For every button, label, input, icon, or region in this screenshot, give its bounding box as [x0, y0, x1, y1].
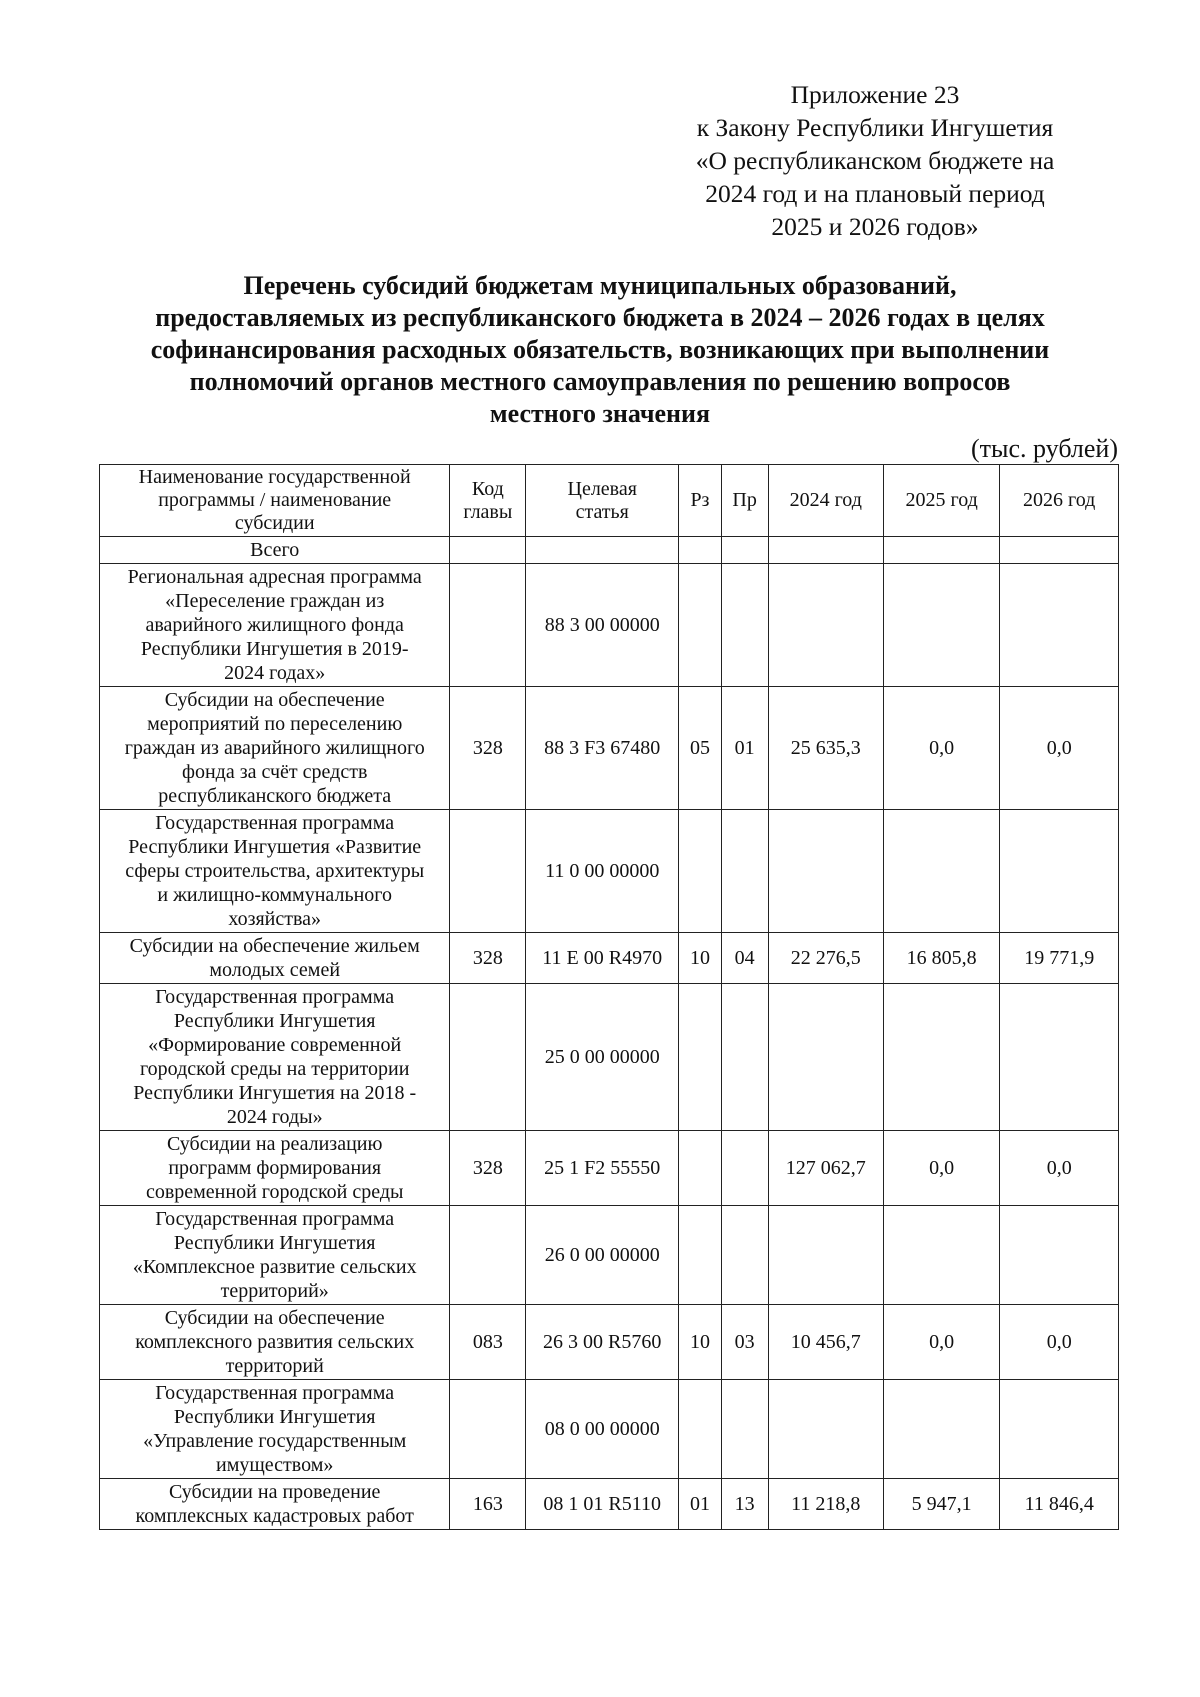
name-line: Республики Ингушетия в 2019- — [140, 638, 409, 660]
name-line: Субсидии на обеспечение — [164, 689, 385, 711]
amount-2025-cell: 16 805,8 — [883, 933, 999, 984]
header-name-line: программы / наименование — [158, 489, 392, 511]
subsidies-table — [99, 464, 1119, 1530]
name-cell — [100, 1380, 450, 1479]
appendix-line: 2025 и 2026 годов» — [771, 212, 979, 241]
pr-cell: 03 — [721, 1305, 768, 1380]
pr-cell — [721, 1131, 768, 1206]
name-line: городской среды на территории — [139, 1058, 410, 1080]
rz-cell — [679, 984, 722, 1131]
name-line: Республики Ингушетия на 2018 - — [133, 1082, 417, 1104]
article-cell — [526, 537, 679, 564]
name-line: Государственная программа — [155, 812, 395, 834]
name-cell — [100, 1305, 450, 1380]
appendix-line: Приложение 23 — [790, 80, 960, 109]
name-line: 2024 годы» — [226, 1106, 323, 1128]
name-line: Субсидии на обеспечение жильем — [129, 935, 420, 957]
name-line: Республики Ингушетия — [173, 1232, 376, 1254]
name-line: граждан из аварийного жилищного — [124, 737, 425, 759]
header-2024: 2024 год — [768, 465, 883, 537]
pr-cell — [721, 564, 768, 687]
name-line: территорий» — [220, 1280, 329, 1302]
name-cell — [100, 1131, 450, 1206]
name-cell — [100, 933, 450, 984]
pr-cell: 13 — [721, 1479, 768, 1530]
table-header-row — [100, 465, 1119, 537]
rz-cell — [679, 1131, 722, 1206]
pr-cell — [721, 810, 768, 933]
title-line: местного значения — [489, 399, 711, 428]
amount-2026-cell — [1000, 810, 1119, 933]
name-line: аварийного жилищного фонда — [145, 614, 404, 636]
name-line: «Переселение граждан из — [165, 590, 385, 612]
pr-cell: 04 — [721, 933, 768, 984]
amount-2024-cell: 22 276,5 — [768, 933, 883, 984]
name-cell — [100, 1206, 450, 1305]
name-cell — [100, 687, 450, 810]
table-row — [100, 1305, 1119, 1380]
rz-cell: 05 — [679, 687, 722, 810]
code-cell: 083 — [450, 1305, 526, 1380]
name-line: «Формирование современной — [148, 1034, 402, 1056]
name-line: Республики Ингушетия — [173, 1406, 376, 1428]
amount-2024-cell — [768, 564, 883, 687]
header-code-line: главы — [463, 500, 513, 523]
amount-2026-cell — [1000, 1206, 1119, 1305]
amount-2026-cell: 19 771,9 — [1000, 933, 1119, 984]
name-line: Субсидии на реализацию — [166, 1133, 383, 1155]
amount-2024-cell — [768, 1206, 883, 1305]
article-cell: 08 1 01 R5110 — [526, 1479, 679, 1530]
name-line: Региональная адресная программа — [127, 566, 422, 588]
table-row — [100, 1131, 1119, 1206]
code-cell: 328 — [450, 687, 526, 810]
amount-2026-cell — [1000, 1380, 1119, 1479]
appendix-line: к Закону Республики Ингушетия — [696, 113, 1054, 142]
table-row — [100, 1380, 1119, 1479]
article-cell: 25 1 F2 55550 — [526, 1131, 679, 1206]
title-line: полномочий органов местного самоуправления по решению вопросов — [189, 367, 1011, 396]
rz-cell — [679, 537, 722, 564]
name-line: и жилищно-коммунального — [157, 884, 392, 906]
name-line: современной городской среды — [145, 1181, 404, 1203]
header-article-line: Целевая — [567, 477, 637, 500]
code-cell: 163 — [450, 1479, 526, 1530]
amount-2025-cell — [883, 564, 999, 687]
name-line: Всего — [250, 539, 300, 561]
name-line: Государственная программа — [155, 986, 395, 1008]
name-cell — [100, 564, 450, 687]
code-cell: 328 — [450, 1131, 526, 1206]
article-cell: 88 3 00 00000 — [526, 564, 679, 687]
amount-2026-cell: 0,0 — [1000, 687, 1119, 810]
amount-2025-cell — [883, 537, 999, 564]
pr-cell — [721, 537, 768, 564]
table-row — [100, 984, 1119, 1131]
amount-2025-cell — [883, 1206, 999, 1305]
amount-2025-cell — [883, 1380, 999, 1479]
name-line: молодых семей — [209, 959, 341, 981]
table-body — [100, 537, 1119, 1530]
name-line: хозяйства» — [228, 908, 322, 930]
rz-cell — [679, 1380, 722, 1479]
name-cell — [100, 984, 450, 1131]
amount-2025-cell: 0,0 — [883, 687, 999, 810]
code-cell: 328 — [450, 933, 526, 984]
article-cell: 88 3 F3 67480 — [526, 687, 679, 810]
name-line: Субсидии на проведение — [168, 1481, 381, 1503]
code-cell — [450, 537, 526, 564]
amount-2025-cell — [883, 984, 999, 1131]
amount-2025-cell: 0,0 — [883, 1305, 999, 1380]
article-cell: 26 3 00 R5760 — [526, 1305, 679, 1380]
name-line: комплексных кадастровых работ — [135, 1505, 414, 1527]
name-line: мероприятий по переселению — [147, 713, 403, 735]
code-cell — [450, 564, 526, 687]
name-line: Субсидии на обеспечение — [164, 1307, 385, 1329]
rz-cell: 10 — [679, 933, 722, 984]
header-rz: Рз — [679, 465, 722, 537]
table-row — [100, 687, 1119, 810]
amount-2024-cell — [768, 1380, 883, 1479]
name-line: «Управление государственным — [143, 1430, 407, 1452]
header-name-line: Наименование государственной — [138, 466, 411, 488]
appendix-line: 2024 год и на плановый период — [705, 179, 1045, 208]
name-line: республиканского бюджета — [158, 785, 392, 807]
header-2026: 2026 год — [1000, 465, 1119, 537]
name-line: сферы строительства, архитектуры — [125, 860, 425, 882]
appendix-line: «О республиканском бюджете на — [695, 146, 1055, 175]
pr-cell — [721, 1206, 768, 1305]
rz-cell — [679, 1206, 722, 1305]
rz-cell — [679, 564, 722, 687]
name-cell — [100, 810, 450, 933]
amount-2024-cell — [768, 810, 883, 933]
amount-2024-cell: 25 635,3 — [768, 687, 883, 810]
amount-2024-cell: 10 456,7 — [768, 1305, 883, 1380]
name-line: имуществом» — [216, 1454, 334, 1476]
pr-cell: 01 — [721, 687, 768, 810]
title-line: софинансирования расходных обязательств, возникающих при выполнении — [150, 335, 1050, 364]
amount-2024-cell: 127 062,7 — [768, 1131, 883, 1206]
title-line: Перечень субсидий бюджетам муниципальных образований, — [243, 271, 957, 300]
code-cell — [450, 1206, 526, 1305]
header-pr: Пр — [721, 465, 768, 537]
name-cell — [100, 537, 450, 564]
table-row — [100, 810, 1119, 933]
name-line: 2024 годах» — [224, 662, 326, 684]
amount-2026-cell: 11 846,4 — [1000, 1479, 1119, 1530]
code-cell — [450, 810, 526, 933]
appendix-header — [640, 78, 1110, 243]
name-line: «Комплексное развитие сельских — [132, 1256, 417, 1278]
amount-2026-cell: 0,0 — [1000, 1131, 1119, 1206]
amount-2026-cell — [1000, 984, 1119, 1131]
name-line: фонда за счёт средств — [182, 761, 368, 783]
header-name — [100, 465, 450, 537]
table-row — [100, 564, 1119, 687]
table-row — [100, 537, 1119, 564]
document-title — [90, 270, 1110, 430]
article-cell: 11 Е 00 R4970 — [526, 933, 679, 984]
name-line: программ формирования — [168, 1157, 382, 1179]
header-article-line: статья — [575, 500, 629, 523]
table-row — [100, 933, 1119, 984]
amount-2024-cell: 11 218,8 — [768, 1479, 883, 1530]
article-cell: 08 0 00 00000 — [526, 1380, 679, 1479]
rz-cell: 01 — [679, 1479, 722, 1530]
pr-cell — [721, 1380, 768, 1479]
code-cell — [450, 1380, 526, 1479]
amount-2025-cell — [883, 810, 999, 933]
name-line: территорий — [225, 1355, 324, 1377]
amount-2026-cell — [1000, 537, 1119, 564]
title-line: предоставляемых из республиканского бюджета в 2024 – 2026 годах в целях — [155, 303, 1045, 332]
header-code-line: Код — [471, 477, 504, 500]
name-line: Государственная программа — [155, 1208, 395, 1230]
article-cell: 11 0 00 00000 — [526, 810, 679, 933]
header-2025: 2025 год — [883, 465, 999, 537]
amount-2025-cell: 0,0 — [883, 1131, 999, 1206]
header-article — [526, 465, 679, 537]
header-code — [450, 465, 526, 537]
units-label: (тыс. рублей) — [970, 434, 1118, 463]
name-line: Государственная программа — [155, 1382, 395, 1404]
article-cell: 26 0 00 00000 — [526, 1206, 679, 1305]
amount-2026-cell — [1000, 564, 1119, 687]
rz-cell — [679, 810, 722, 933]
name-line: Республики Ингушетия — [173, 1010, 376, 1032]
amount-2025-cell: 5 947,1 — [883, 1479, 999, 1530]
amount-2024-cell — [768, 537, 883, 564]
name-cell — [100, 1479, 450, 1530]
amount-2026-cell: 0,0 — [1000, 1305, 1119, 1380]
header-name-line: субсидии — [234, 512, 315, 534]
article-cell: 25 0 00 00000 — [526, 984, 679, 1131]
name-line: комплексного развития сельских — [135, 1331, 415, 1353]
table-row — [100, 1479, 1119, 1530]
name-line: Республики Ингушетия «Развитие — [128, 836, 422, 858]
pr-cell — [721, 984, 768, 1131]
code-cell — [450, 984, 526, 1131]
rz-cell: 10 — [679, 1305, 722, 1380]
table-row — [100, 1206, 1119, 1305]
amount-2024-cell — [768, 984, 883, 1131]
